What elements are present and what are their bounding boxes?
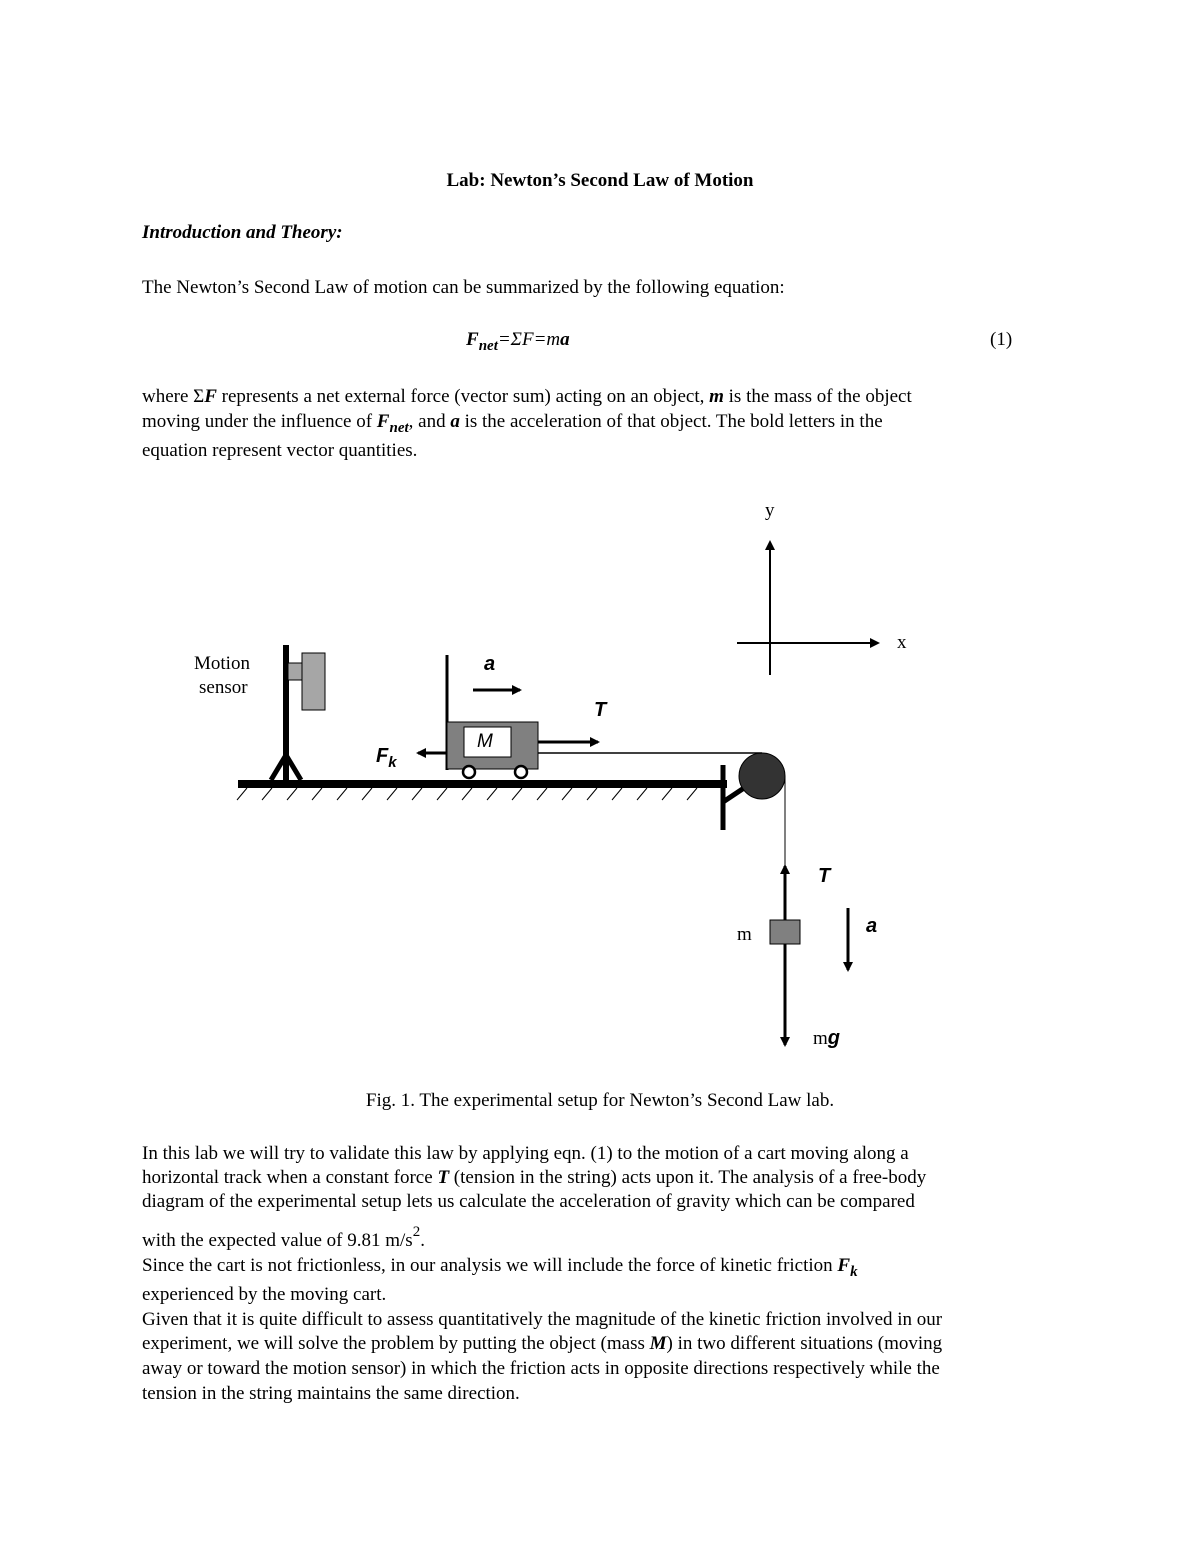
text-run: a: [450, 411, 460, 432]
text-run: is the acceleration of that object. The bold letters in the: [459, 411, 883, 432]
equation-lhs: F: [466, 329, 479, 350]
text-run: 2: [412, 1224, 421, 1240]
text-run: net: [389, 420, 409, 436]
x-axis-label: x: [897, 632, 907, 653]
para4-line4: tension in the string maintains the same direction.: [142, 1383, 520, 1404]
experimental-setup-figure: [0, 480, 1200, 1070]
equation-number: (1): [990, 329, 1013, 350]
text-run: m: [709, 386, 724, 407]
hanging-tension-label: T: [818, 865, 831, 887]
equation-lhs-sub: net: [478, 338, 498, 354]
motion-sensor: [194, 645, 325, 780]
text-run: horizontal track when a constant force: [142, 1167, 438, 1188]
text-run: .: [420, 1230, 425, 1251]
text-run: moving under the influence of: [142, 411, 377, 432]
cart-mass-label: M: [477, 731, 493, 752]
para3-line2: experienced by the moving cart.: [142, 1284, 387, 1305]
section-heading: Introduction and Theory:: [142, 222, 343, 243]
friction-label: [376, 745, 397, 771]
sensor-label-line2: sensor: [199, 677, 248, 698]
text-run: represents a net external force (vector sum) acting on an object,: [216, 386, 710, 407]
equation: [466, 327, 570, 352]
text-run: T: [437, 1167, 450, 1188]
text-run: Since the cart is not frictionless, in our analysis we will include the force of kinetic friction: [142, 1255, 838, 1276]
text-run: , and: [408, 411, 451, 432]
equation-middle: =ΣF=m: [497, 329, 561, 350]
hanging-mass-label: m: [737, 924, 752, 945]
text-run: F: [837, 1255, 851, 1276]
text-run: M: [649, 1333, 667, 1354]
text-run: ) in two different situations (moving: [666, 1333, 943, 1354]
cart-tension-label: T: [594, 699, 607, 721]
equation-rhs: a: [560, 329, 570, 350]
friction-subscript: k: [388, 754, 397, 771]
text-run: k: [850, 1264, 858, 1280]
weight-label: [813, 1027, 840, 1049]
hanging-mass: [770, 920, 800, 944]
text-run: F: [376, 411, 390, 432]
friction-symbol: F: [376, 745, 389, 767]
para1-line2: [142, 409, 883, 434]
y-axis-label: y: [765, 500, 775, 521]
text-run: with the expected value of 9.81 m/s: [142, 1230, 413, 1251]
para3-line1: [142, 1253, 858, 1278]
sensor-label-line1: Motion: [194, 653, 250, 674]
cart-wheel: [515, 766, 527, 778]
text-run: experiment, we will solve the problem by putting the object (mass: [142, 1333, 650, 1354]
para1-line3: equation represent vector quantities.: [142, 440, 418, 461]
para2-line1: In this lab we will try to validate this law by applying eqn. (1) to the motion of a cart moving along a: [142, 1143, 909, 1164]
text-run: where Σ: [142, 386, 205, 407]
para4-line3: away or toward the motion sensor) in which the friction acts in opposite directions respectively while the: [142, 1358, 940, 1379]
text-run: F: [204, 386, 217, 407]
para2-line2: [142, 1165, 926, 1190]
figure-caption: Fig. 1. The experimental setup for Newton’s Second Law lab.: [365, 1090, 835, 1111]
para2-line4: [142, 1224, 425, 1253]
cart-acceleration-label: a: [484, 653, 496, 675]
text-run: (tension in the string) acts upon it. The analysis of a free-body: [449, 1167, 927, 1188]
hanging-acceleration-label: a: [866, 915, 878, 937]
para2-line3: diagram of the experimental setup lets us calculate the acceleration of gravity which can be compared: [142, 1191, 915, 1212]
coordinate-axes: [737, 500, 907, 675]
track: [237, 765, 762, 830]
weight-m: m: [813, 1028, 828, 1049]
para4-line2: [142, 1331, 942, 1356]
pulley: [739, 753, 785, 799]
weight-g: g: [827, 1027, 840, 1049]
intro-text: The Newton’s Second Law of motion can be summarized by the following equation:: [142, 277, 785, 298]
text-run: is the mass of the object: [723, 386, 912, 407]
para4-line1: Given that it is quite difficult to assess quantitatively the magnitude of the kinetic friction involved in our: [142, 1309, 943, 1330]
cart-wheel: [463, 766, 475, 778]
para1-line1: [142, 384, 912, 409]
page-title: Lab: Newton’s Second Law of Motion: [446, 170, 754, 191]
